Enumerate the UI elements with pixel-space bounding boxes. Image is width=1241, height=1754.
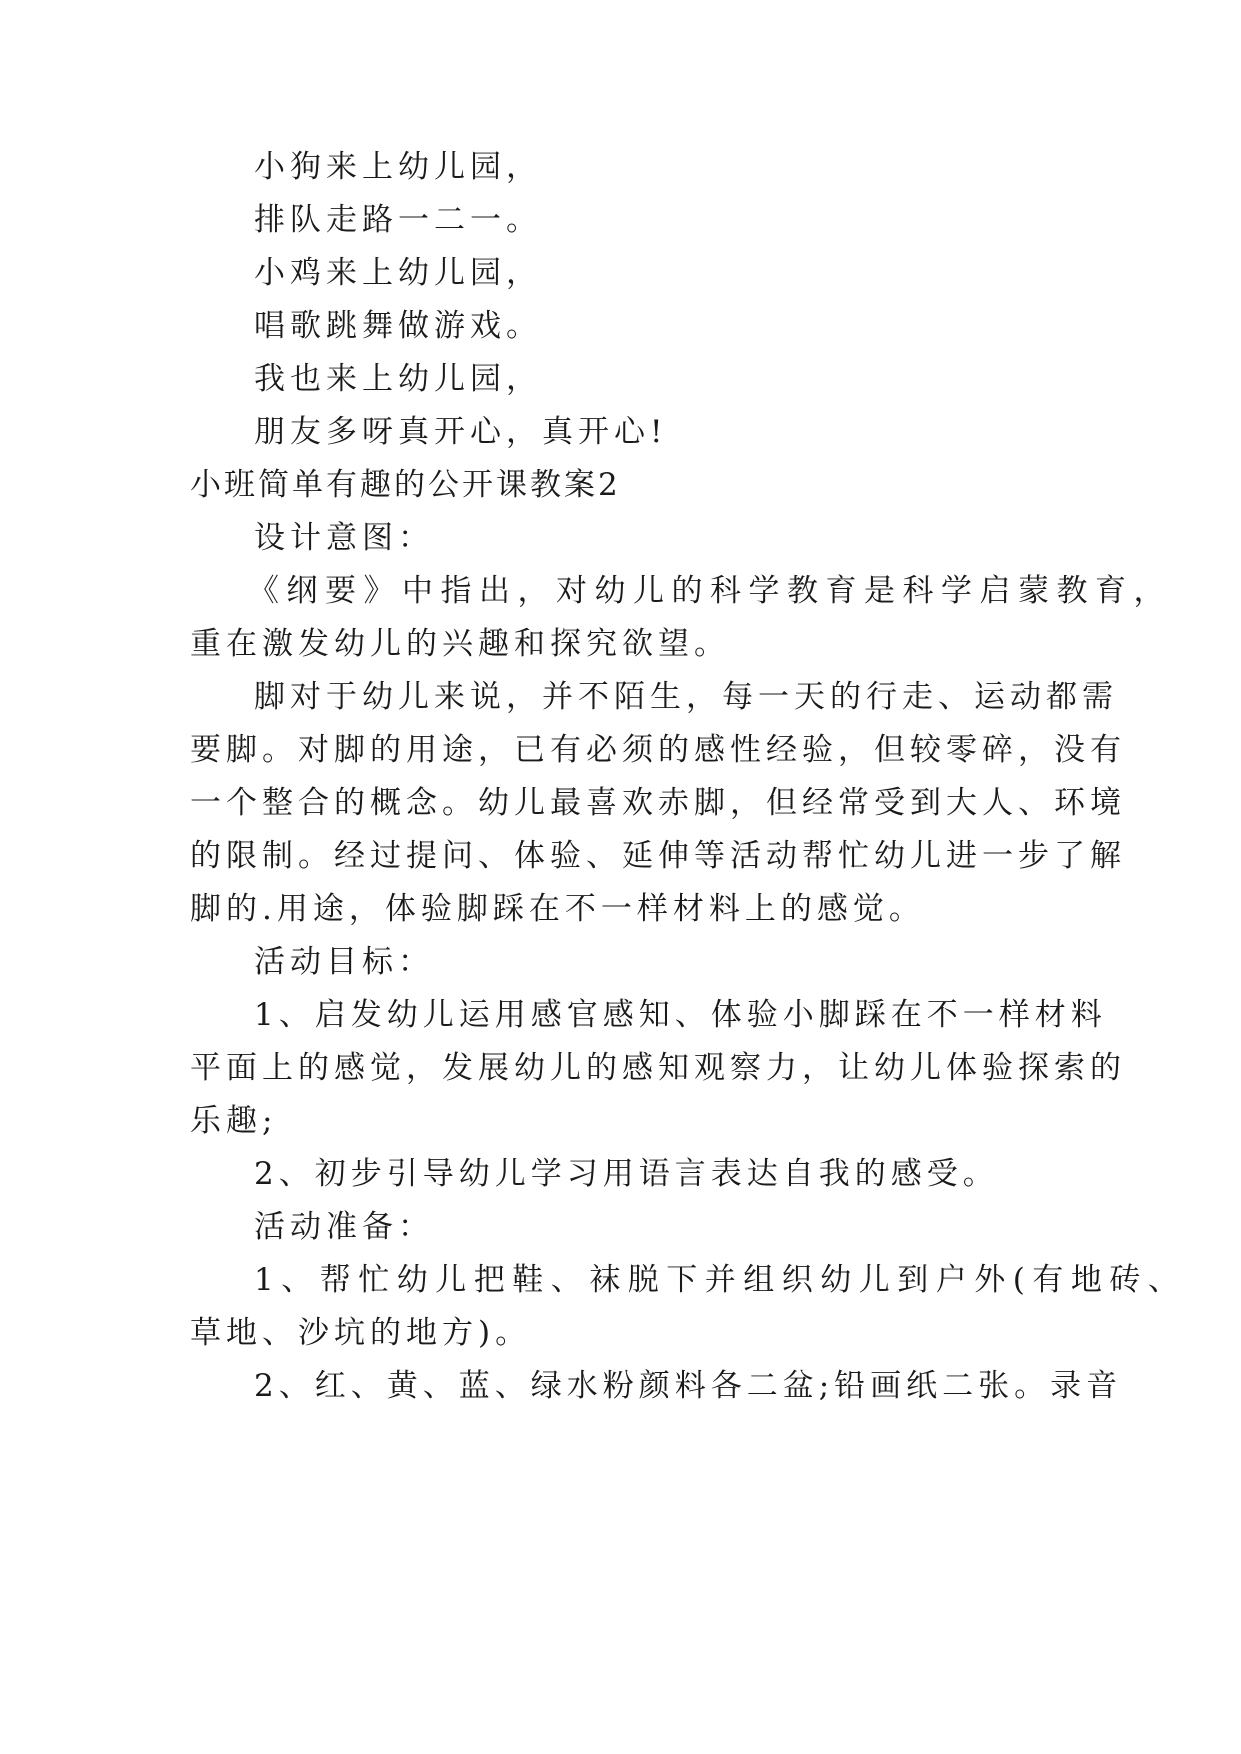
goal-1-line-3: 乐趣;	[190, 1103, 278, 1139]
poem-line-6: 朋友多呀真开心，真开心!	[254, 414, 668, 450]
prep-2: 2、红、黄、蓝、绿水粉颜料各二盆;铅画纸二张。录音	[254, 1368, 1123, 1404]
design-label: 设计意图：	[254, 520, 434, 556]
goal-1-line-1: 1、启发幼儿运用感官感知、体验小脚踩在不一样材料	[254, 997, 1107, 1033]
goal-label: 活动目标：	[254, 944, 434, 980]
design-paragraph-2-line-5: 脚的.用途，体验脚踩在不一样材料上的感觉。	[190, 891, 925, 927]
prep-1-line-2: 草地、沙坑的地方)。	[190, 1315, 532, 1351]
design-paragraph-2-line-1: 脚对于幼儿来说，并不陌生，每一天的行走、运动都需	[254, 679, 1118, 715]
design-paragraph-1-line-2: 重在激发幼儿的兴趣和探究欲望。	[190, 626, 730, 662]
prep-1-line-1: 1、帮忙幼儿把鞋、袜脱下并组织幼儿到户外(有地砖、	[254, 1262, 1187, 1298]
poem-line-4: 唱歌跳舞做游戏。	[254, 308, 542, 344]
design-paragraph-2-line-3: 一个整合的概念。幼儿最喜欢赤脚，但经常受到大人、环境	[190, 785, 1126, 821]
prep-label: 活动准备：	[254, 1209, 434, 1245]
poem-line-3: 小鸡来上幼儿园，	[254, 255, 542, 291]
poem-line-2: 排队走路一二一。	[254, 202, 542, 238]
goal-1-line-2: 平面上的感觉，发展幼儿的感知观察力，让幼儿体验探索的	[190, 1050, 1126, 1086]
design-paragraph-2-line-2: 要脚。对脚的用途，已有必须的感性经验，但较零碎，没有	[190, 732, 1126, 768]
poem-line-1: 小狗来上幼儿园，	[254, 149, 542, 185]
section-heading: 小班简单有趣的公开课教案2	[190, 467, 621, 503]
design-paragraph-1-line-1: 《纲要》中指出，对幼儿的科学教育是科学启蒙教育，	[248, 573, 1172, 609]
poem-line-5: 我也来上幼儿园，	[254, 361, 542, 397]
design-paragraph-2-line-4: 的限制。经过提问、体验、延伸等活动帮忙幼儿进一步了解	[190, 838, 1126, 874]
goal-2: 2、初步引导幼儿学习用语言表达自我的感受。	[254, 1156, 999, 1192]
